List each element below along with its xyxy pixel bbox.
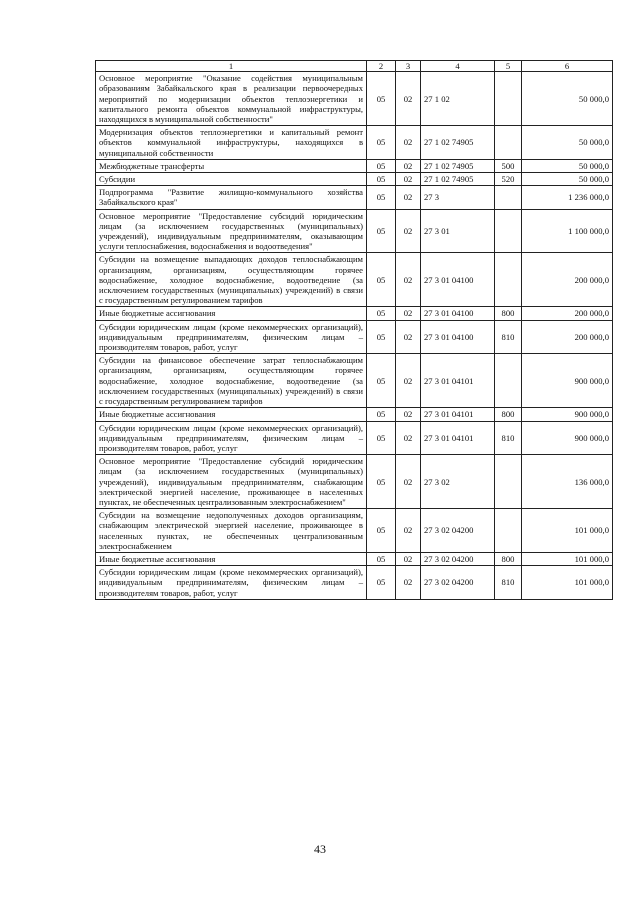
- row-subsection-cell: 02: [396, 159, 421, 172]
- row-name-cell: Субсидии на возмещение недополученных доходов организациям, снабжающим электрической энергией население, проживающее в населенных пунктах, не обеспеченных централизованным электроснабжением: [96, 509, 367, 553]
- row-expense-type-cell: 800: [495, 408, 522, 421]
- row-name-cell: Основное мероприятие "Оказание содействия муниципальным образованиям Забайкальского края в реализации первоочередных мероприятий по модернизации объектов теплоэнергетики и капитального ремонта объектов коммунальной инфраструктуры, находящихся в муниципальной собственности": [96, 72, 367, 126]
- row-expense-type-cell: [495, 126, 522, 160]
- row-expense-type-cell: 800: [495, 552, 522, 565]
- row-target-item-cell: 27 3 01 04100: [421, 307, 495, 320]
- row-amount-cell: 101 000,0: [522, 552, 613, 565]
- row-target-item-cell: 27 3 01 04101: [421, 421, 495, 455]
- row-name-cell: Подпрограмма "Развитие жилищно-коммунального хозяйства Забайкальского края": [96, 186, 367, 209]
- row-target-item-cell: 27 3 01 04101: [421, 408, 495, 421]
- table-row: [96, 421, 613, 455]
- row-name-cell: Субсидии на финансовое обеспечение затрат теплоснабжающим организациям, организациям, осуществляющим горячее водоснабжение, холодное водоснабжение, водоотведение (за исключением государственных (муниципальных) учреждений) в связи с государственным регулированием тарифов: [96, 354, 367, 408]
- table-row: [96, 408, 613, 421]
- row-subsection-cell: 02: [396, 421, 421, 455]
- row-name-cell: Иные бюджетные ассигнования: [96, 408, 367, 421]
- row-subsection-cell: 02: [396, 566, 421, 600]
- row-section-cell: 05: [367, 566, 396, 600]
- row-subsection-cell: 02: [396, 552, 421, 565]
- row-expense-type-cell: 520: [495, 173, 522, 186]
- row-target-item-cell: 27 3 01 04101: [421, 354, 495, 408]
- row-amount-cell: 136 000,0: [522, 455, 613, 509]
- row-name-cell: Иные бюджетные ассигнования: [96, 307, 367, 320]
- row-amount-cell: 900 000,0: [522, 354, 613, 408]
- row-section-cell: 05: [367, 421, 396, 455]
- row-amount-cell: 101 000,0: [522, 566, 613, 600]
- row-section-cell: 05: [367, 320, 396, 354]
- budget-table: [95, 60, 613, 600]
- table-row: [96, 566, 613, 600]
- row-amount-cell: 50 000,0: [522, 173, 613, 186]
- row-amount-cell: 1 236 000,0: [522, 186, 613, 209]
- header-cell-4: 4: [421, 61, 495, 72]
- row-expense-type-cell: [495, 253, 522, 307]
- row-name-cell: Субсидии юридическим лицам (кроме некоммерческих организаций), индивидуальным предпринимателям, физическим лицам – производителям товаров, работ, услуг: [96, 566, 367, 600]
- row-name-cell: Иные бюджетные ассигнования: [96, 552, 367, 565]
- row-expense-type-cell: [495, 509, 522, 553]
- row-expense-type-cell: 810: [495, 421, 522, 455]
- row-section-cell: 05: [367, 354, 396, 408]
- row-target-item-cell: 27 3 01: [421, 209, 495, 253]
- table-row: [96, 253, 613, 307]
- row-amount-cell: 1 100 000,0: [522, 209, 613, 253]
- table-row: [96, 173, 613, 186]
- row-target-item-cell: 27 1 02 74905: [421, 173, 495, 186]
- table-row: [96, 159, 613, 172]
- header-cell-3: 3: [396, 61, 421, 72]
- row-section-cell: 05: [367, 307, 396, 320]
- row-expense-type-cell: [495, 186, 522, 209]
- row-subsection-cell: 02: [396, 209, 421, 253]
- row-subsection-cell: 02: [396, 455, 421, 509]
- row-name-cell: Субсидии: [96, 173, 367, 186]
- row-expense-type-cell: [495, 455, 522, 509]
- table-row: [96, 126, 613, 160]
- row-expense-type-cell: 810: [495, 566, 522, 600]
- row-expense-type-cell: [495, 209, 522, 253]
- row-subsection-cell: 02: [396, 320, 421, 354]
- row-target-item-cell: 27 1 02 74905: [421, 159, 495, 172]
- table-header-row: [96, 61, 613, 72]
- row-target-item-cell: 27 1 02 74905: [421, 126, 495, 160]
- row-target-item-cell: 27 3 02 04200: [421, 566, 495, 600]
- row-expense-type-cell: 500: [495, 159, 522, 172]
- row-name-cell: Субсидии на возмещение выпадающих доходов теплоснабжающим организациям, организациям, осуществляющим горячее водоснабжение, холодное водоснабжение, водоотведение (за исключением государственных (муниципальных) учреждений) в связи с государственным регулированием тарифов: [96, 253, 367, 307]
- row-section-cell: 05: [367, 159, 396, 172]
- row-subsection-cell: 02: [396, 253, 421, 307]
- row-target-item-cell: 27 1 02: [421, 72, 495, 126]
- row-subsection-cell: 02: [396, 509, 421, 553]
- row-amount-cell: 101 000,0: [522, 509, 613, 553]
- row-section-cell: 05: [367, 455, 396, 509]
- row-subsection-cell: 02: [396, 72, 421, 126]
- table-row: [96, 455, 613, 509]
- row-section-cell: 05: [367, 209, 396, 253]
- row-expense-type-cell: 800: [495, 307, 522, 320]
- row-name-cell: Основное мероприятие "Предоставление субсидий юридическим лицам (за исключением государственных (муниципальных) учреждений), индивидуальным предпринимателям, оказывающим услуги теплоснабжения, водоснабжения и водоотведения": [96, 209, 367, 253]
- header-cell-1: 1: [96, 61, 367, 72]
- row-subsection-cell: 02: [396, 186, 421, 209]
- row-amount-cell: 50 000,0: [522, 126, 613, 160]
- row-expense-type-cell: [495, 354, 522, 408]
- row-expense-type-cell: [495, 72, 522, 126]
- row-section-cell: 05: [367, 126, 396, 160]
- row-target-item-cell: 27 3 02 04200: [421, 509, 495, 553]
- header-cell-5: 5: [495, 61, 522, 72]
- row-name-cell: Межбюджетные трансферты: [96, 159, 367, 172]
- header-cell-2: 2: [367, 61, 396, 72]
- row-subsection-cell: 02: [396, 307, 421, 320]
- row-name-cell: Субсидии юридическим лицам (кроме некоммерческих организаций), индивидуальным предпринимателям, физическим лицам – производителям товаров, работ, услуг: [96, 320, 367, 354]
- table-row: [96, 209, 613, 253]
- row-amount-cell: 200 000,0: [522, 253, 613, 307]
- row-section-cell: 05: [367, 72, 396, 126]
- table-row: [96, 354, 613, 408]
- budget-table-body: [96, 61, 613, 600]
- table-row: [96, 509, 613, 553]
- row-target-item-cell: 27 3 01 04100: [421, 253, 495, 307]
- row-name-cell: Основное мероприятие "Предоставление субсидий юридическим лицам (за исключением государственных (муниципальных) учреждений), индивидуальным предпринимателям, снабжающим электрической энергией население, проживающее в населенных пунктах, не обеспеченных централизованным электроснабжением": [96, 455, 367, 509]
- row-amount-cell: 200 000,0: [522, 307, 613, 320]
- row-section-cell: 05: [367, 408, 396, 421]
- row-section-cell: 05: [367, 509, 396, 553]
- row-amount-cell: 900 000,0: [522, 408, 613, 421]
- row-subsection-cell: 02: [396, 408, 421, 421]
- table-row: [96, 320, 613, 354]
- row-section-cell: 05: [367, 173, 396, 186]
- row-section-cell: 05: [367, 552, 396, 565]
- row-section-cell: 05: [367, 253, 396, 307]
- table-row: [96, 72, 613, 126]
- row-name-cell: Субсидии юридическим лицам (кроме некоммерческих организаций), индивидуальным предпринимателям, физическим лицам – производителям товаров, работ, услуг: [96, 421, 367, 455]
- row-subsection-cell: 02: [396, 173, 421, 186]
- table-row: [96, 186, 613, 209]
- table-row: [96, 307, 613, 320]
- header-cell-6: 6: [522, 61, 613, 72]
- row-subsection-cell: 02: [396, 354, 421, 408]
- row-section-cell: 05: [367, 186, 396, 209]
- row-target-item-cell: 27 3 02 04200: [421, 552, 495, 565]
- row-amount-cell: 50 000,0: [522, 159, 613, 172]
- table-row: [96, 552, 613, 565]
- row-target-item-cell: 27 3 01 04100: [421, 320, 495, 354]
- row-amount-cell: 50 000,0: [522, 72, 613, 126]
- row-amount-cell: 200 000,0: [522, 320, 613, 354]
- row-amount-cell: 900 000,0: [522, 421, 613, 455]
- row-subsection-cell: 02: [396, 126, 421, 160]
- row-name-cell: Модернизация объектов теплоэнергетики и капитальный ремонт объектов коммунальной инфраструктуры, находящихся в муниципальной собственности: [96, 126, 367, 160]
- page-number: 43: [314, 842, 326, 856]
- row-target-item-cell: 27 3: [421, 186, 495, 209]
- row-target-item-cell: 27 3 02: [421, 455, 495, 509]
- row-expense-type-cell: 810: [495, 320, 522, 354]
